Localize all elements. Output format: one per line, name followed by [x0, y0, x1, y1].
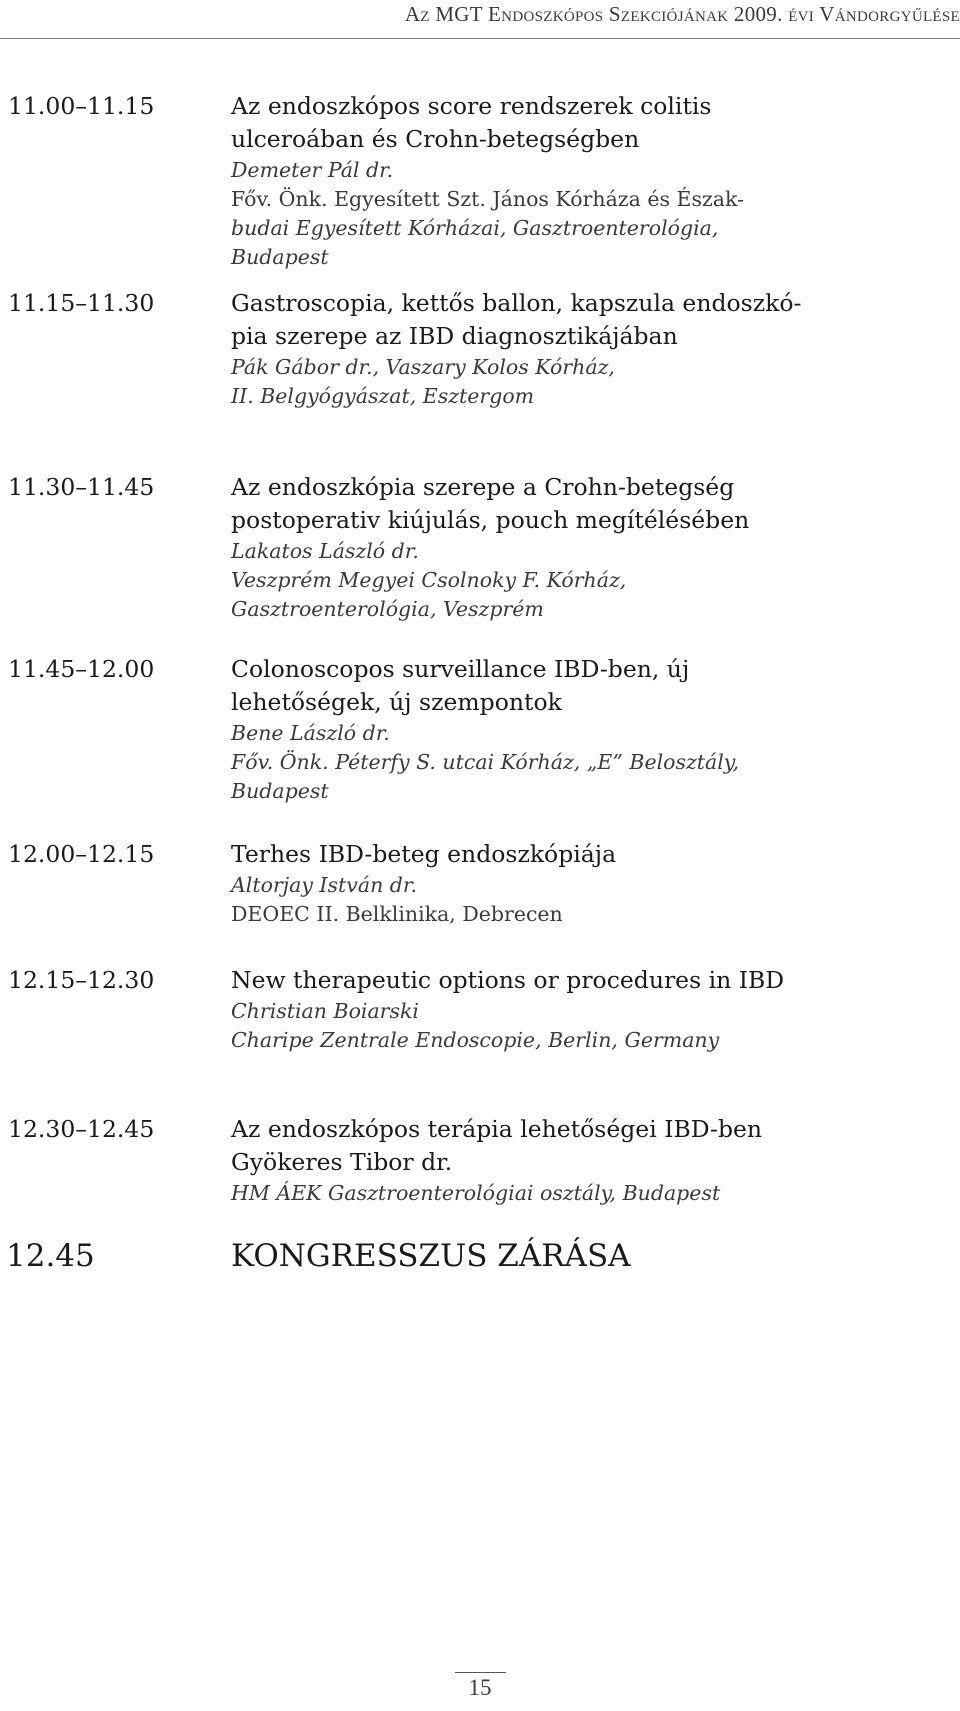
speaker-name: Lakatos László dr. [231, 539, 419, 563]
entry-content [231, 90, 931, 272]
talk-title-line: Az endoszkópia szerepe a Crohn-betegség [231, 473, 735, 501]
entry-time: 12.00–12.15 [8, 840, 155, 868]
speaker-name: Altorjay István dr. [231, 873, 417, 897]
affiliation-line: Budapest [231, 779, 329, 803]
entry-time: 11.30–11.45 [8, 473, 155, 501]
running-header: Az MGT Endoszkópos Szekciójának 2009. évi Vándorgyűlése [404, 2, 960, 26]
affiliation-line: Gasztroenterológia, Veszprém [231, 597, 544, 621]
talk-title-line: Terhes IBD-beteg endoszkópiája [231, 840, 617, 868]
affiliation-line: Budapest [231, 245, 329, 269]
affiliation-line: II. Belgyógyászat, Esztergom [231, 384, 535, 408]
talk-title-line: Az endoszkópos terápia lehetőségei IBD-ben [231, 1115, 763, 1143]
entry-content [231, 1113, 931, 1208]
affiliation-line: Főv. Önk. Egyesített Szt. János Kórháza és Észak- [231, 187, 745, 211]
talk-title-line: Colonoscopos surveillance IBD-ben, új [231, 655, 690, 683]
entry-time: 11.00–11.15 [8, 92, 155, 120]
speaker-name: Bene László dr. [231, 721, 390, 745]
talk-title-line: New therapeutic options or procedures in IBD [231, 966, 785, 994]
talk-title-line: pia szerepe az IBD diagnosztikájában [231, 322, 678, 350]
closing-time: 12.45 [6, 1238, 95, 1274]
entry-time: 11.15–11.30 [8, 289, 155, 317]
talk-title-line: lehetőségek, új szempontok [231, 688, 562, 716]
speaker-name: Gyökeres Tibor dr. [231, 1148, 453, 1176]
entry-time: 11.45–12.00 [8, 655, 155, 683]
affiliation-line: Charipe Zentrale Endoscopie, Berlin, Germany [231, 1028, 720, 1052]
page-number-container [0, 1672, 960, 1701]
talk-title-line: ulceroában és Crohn-betegségben [231, 125, 640, 153]
speaker-name: Christian Boiarski [231, 999, 419, 1023]
affiliation-line: budai Egyesített Kórházai, Gasztroenterológia, [231, 216, 719, 240]
entry-content [231, 964, 931, 1055]
entry-content [231, 653, 931, 806]
closing-title: KONGRESSZUS ZÁRÁSA [231, 1238, 631, 1274]
talk-title-line: postoperativ kiújulás, pouch megítélésében [231, 506, 750, 534]
entry-time: 12.30–12.45 [8, 1115, 155, 1143]
affiliation-line: Veszprém Megyei Csolnoky F. Kórház, [231, 568, 627, 592]
entry-content [231, 287, 931, 411]
entry-content [231, 1236, 931, 1276]
talk-title-line: Az endoszkópos score rendszerek colitis [231, 92, 712, 120]
affiliation-line: DEOEC II. Belklinika, Debrecen [231, 902, 563, 926]
talk-title-line: Gastroscopia, kettős ballon, kapszula endoszkó- [231, 289, 802, 317]
speaker-name: Pák Gábor dr., Vaszary Kolos Kórház, [231, 355, 615, 379]
affiliation-line: Főv. Önk. Péterfy S. utcai Kórház, „E” Belosztály, [231, 750, 740, 774]
affiliation-line: HM ÁEK Gasztroenterológiai osztály, Budapest [231, 1181, 721, 1205]
page-number: 15 [455, 1672, 506, 1701]
speaker-name: Demeter Pál dr. [231, 158, 394, 182]
entry-content [231, 471, 931, 624]
entry-content [231, 838, 931, 929]
header-divider [0, 38, 960, 39]
entry-time: 12.15–12.30 [8, 966, 155, 994]
